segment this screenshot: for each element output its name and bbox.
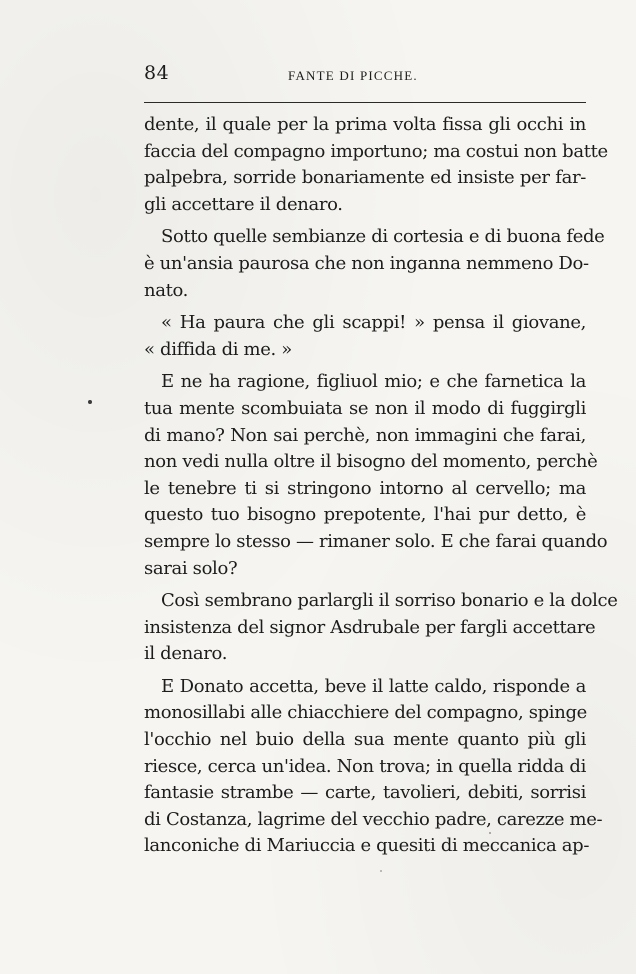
text-line: fantasie strambe — carte, tavolieri, debiti, sorrisi [144,782,586,804]
paragraph-5 [144,588,618,668]
paragraph-6 [144,674,603,860]
text-line: lanconiche di Mariuccia e quesiti di meccanica ap- [144,835,590,857]
text-line: questo tuo bisogno prepotente, l'hai pur detto, è [144,504,586,526]
text-line: le tenebre ti si stringono intorno al cervello; ma [144,477,586,499]
ink-speck [380,870,382,872]
text-line: il denaro. [144,643,228,665]
text-line: di mano? Non sai perchè, non immagini che farai, [144,424,586,446]
text-line: l'occhio nel buio della sua mente quanto più gli [144,729,586,751]
ink-speck [88,400,92,404]
text-line: « diffida di me. » [144,338,292,360]
text-line: monosillabi alle chiacchiere del compagno, spinge [144,702,587,724]
text-line: E Donato accetta, beve il latte caldo, risponde a [161,675,586,697]
page-header [144,62,586,90]
header-rule [144,102,586,103]
text-line: nato. [144,279,189,301]
paragraph-3 [144,310,586,363]
text-line: non vedi nulla oltre il bisogno del momento, perchè [144,451,598,473]
page-number: 84 [144,62,170,84]
text-line: palpebra, sorride bonariamente ed insiste per far- [144,167,586,189]
text-line: sarai solo? [144,557,238,579]
ink-speck [489,832,491,834]
text-line: riesce, cerca un'idea. Non trova; in quella ridda di [144,755,586,777]
paragraph-2 [144,224,605,304]
text-line: dente, il quale per la prima volta fissa gli occhi in [144,114,586,135]
text-line: E ne ha ragione, figliuol mio; e che farnetica la [161,371,586,393]
text-line: faccia del compagno importuno; ma costui non batte [144,140,608,162]
text-line: insistenza del signor Asdrubale per fargli accettare [144,616,596,638]
paragraph-1 [144,112,608,218]
text-line: di Costanza, lagrime del vecchio padre, carezze me- [144,808,603,830]
text-line: è un'ansia paurosa che non inganna nemmeno Do- [144,252,589,274]
running-title: FANTE DI PICCHE. [288,68,418,83]
text-line: « Ha paura che gli scappi! » pensa il giovane, [161,312,586,334]
text-line: Così sembrano parlargli il sorriso bonario e la dolce [161,590,618,612]
text-line: sempre lo stesso — rimaner solo. E che farai quando [144,530,608,552]
text-line: Sotto quelle sembianze di cortesia e di buona fede [161,226,605,248]
paragraph-4 [144,369,608,582]
text-line: tua mente scombuiata se non il modo di fuggirgli [144,397,586,419]
body-text [144,112,618,860]
text-line: gli accettare il denaro. [144,193,343,215]
